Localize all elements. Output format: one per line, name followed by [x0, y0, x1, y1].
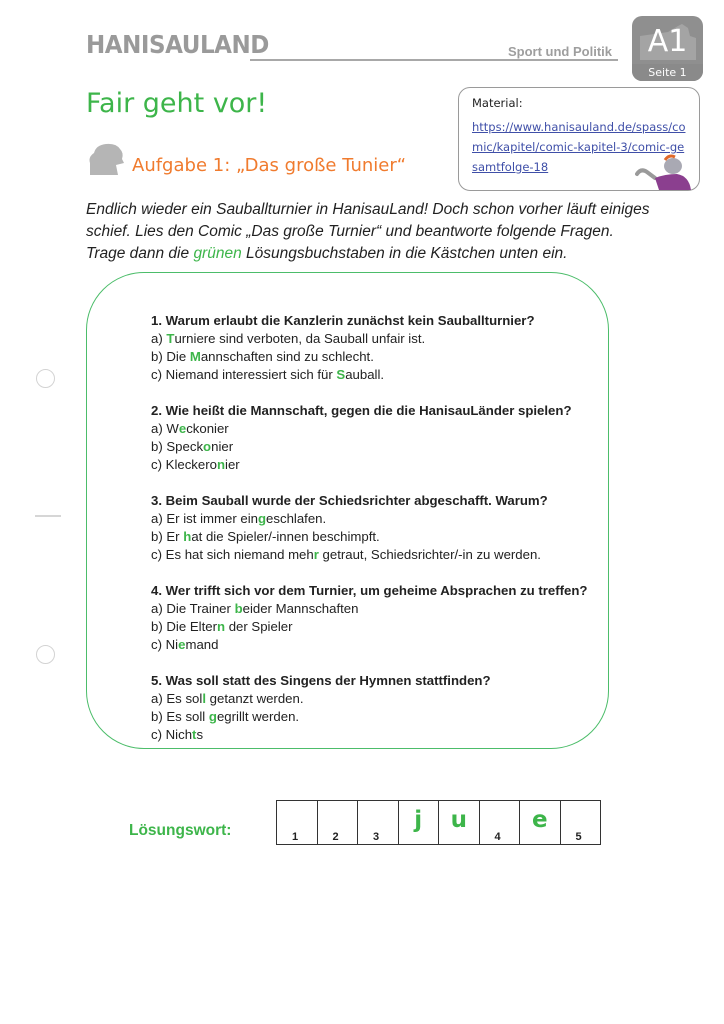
cell-number: 4 [494, 831, 501, 843]
answer-option [151, 690, 621, 708]
solution-letter: g [257, 511, 267, 526]
answer-text: a) Er ist immer ein [151, 511, 258, 526]
question-text: 4. Wer trifft sich vor dem Turnier, um geheime Absprachen zu treffen? [151, 583, 588, 598]
answer-option [151, 528, 621, 546]
solution-letter: h [183, 529, 192, 544]
answer-text: nier [211, 439, 234, 454]
page-label: Seite 1 [632, 64, 703, 81]
answer-option [151, 636, 621, 654]
answer-text: a) Die Trainer [151, 601, 235, 616]
solution-cell[interactable] [561, 801, 602, 844]
question-block [151, 312, 621, 384]
answer-text: b) Er [151, 529, 184, 544]
answer-text: urniere sind verboten, da Sauball unfair ist. [174, 331, 426, 346]
solution-cell[interactable] [277, 801, 318, 844]
answer-text: auball. [345, 367, 385, 382]
answer-text: c) Niemand interessiert sich für [151, 367, 337, 382]
answer-option [151, 546, 621, 564]
material-label: Material: [472, 96, 523, 110]
page-title: Fair geht vor! [86, 88, 268, 119]
cell-letter: u [450, 807, 467, 833]
answer-text: getraut, Schiedsrichter/-in zu werden. [318, 547, 541, 562]
solution-letter: M [189, 349, 201, 364]
solution-cell[interactable] [520, 801, 561, 844]
answer-option [151, 726, 621, 744]
question-text: 1. Warum erlaubt die Kanzlerin zunächst kein Sauballturnier? [151, 313, 535, 328]
answer-text: der Spieler [225, 619, 293, 634]
material-link[interactable]: https://www.hanisauland.de/spass/comic/kapitel/comic-kapitel-3/comic-gesamtfolge-18 [472, 120, 686, 174]
solution-letter: S [336, 367, 346, 382]
punch-hole-mark [36, 645, 55, 664]
cell-number: 3 [373, 831, 380, 843]
waving-pig-icon [635, 154, 693, 190]
solution-label: Lösungswort: [129, 822, 232, 839]
answer-text: ckonier [186, 421, 229, 436]
solution-letter: T [166, 331, 175, 346]
answer-text: a) [151, 331, 167, 346]
question-block [151, 582, 621, 654]
solution-cell[interactable] [358, 801, 399, 844]
answer-text: c) Ni [151, 637, 179, 652]
answer-text: annschaften sind zu schlecht. [200, 349, 374, 364]
answer-option [151, 456, 621, 474]
answer-text: a) W [151, 421, 179, 436]
solution-letter: n [216, 457, 226, 472]
answer-text: c) Es hat sich niemand meh [151, 547, 314, 562]
answer-option [151, 330, 621, 348]
solution-cell[interactable] [439, 801, 480, 844]
solution-letter: e [178, 421, 187, 436]
solution-grid [276, 800, 601, 845]
answer-text: b) Die Elter [151, 619, 217, 634]
cell-number: 2 [332, 831, 339, 843]
intro-text-end: Lösungsbuchstaben in die Kästchen unten ein. [241, 245, 568, 262]
answer-text: eschlafen. [266, 511, 327, 526]
level-badge [632, 16, 703, 81]
cell-letter: e [531, 807, 548, 833]
level-label: A1 [647, 24, 688, 59]
question-block [151, 492, 621, 564]
intro-text [86, 199, 656, 265]
cell-number: 1 [292, 831, 299, 843]
answer-option [151, 600, 621, 618]
answer-text: a) Es sol [151, 691, 203, 706]
cell-number: 5 [575, 831, 582, 843]
answer-text: eider Mannschaften [242, 601, 359, 616]
answer-text: c) Kleckero [151, 457, 217, 472]
task-title: Aufgabe 1: „Das große Tunier“ [132, 155, 407, 176]
question-block [151, 402, 621, 474]
solution-letter: l [202, 691, 206, 706]
answer-text: mand [185, 637, 219, 652]
intro-highlight: grünen [193, 245, 242, 262]
answer-option [151, 618, 621, 636]
question-list [151, 312, 621, 762]
answer-option [151, 348, 621, 366]
subject-label: Sport und Politik [508, 44, 612, 59]
answer-option [151, 366, 621, 384]
solution-letter: t [192, 727, 197, 742]
solution-letter: g [208, 709, 217, 724]
cell-letter: j [414, 807, 423, 833]
solution-letter: o [203, 439, 212, 454]
hanisauland-logo: HANISAULAND [86, 30, 269, 59]
answer-text: b) Es soll [151, 709, 209, 724]
solution-letter: n [216, 619, 226, 634]
question-block [151, 672, 621, 744]
answer-option [151, 510, 621, 528]
header-divider [250, 59, 618, 61]
solution-cell[interactable] [399, 801, 440, 844]
answer-option [151, 708, 621, 726]
answer-text: getanzt werden. [205, 691, 304, 706]
answer-text: egrillt werden. [216, 709, 300, 724]
solution-cell[interactable] [480, 801, 521, 844]
fold-mark [35, 515, 61, 517]
answer-text: s [196, 727, 204, 742]
solution-letter: b [234, 601, 243, 616]
answer-option [151, 420, 621, 438]
answer-text: b) Die [151, 349, 190, 364]
question-text: 5. Was soll statt des Singens der Hymnen stattfinden? [151, 673, 491, 688]
answer-text: at die Spieler/-innen beschimpft. [191, 529, 380, 544]
answer-text: b) Speck [151, 439, 204, 454]
intro-text-start: Endlich wieder ein Sauballturnier in HanisauLand! Doch schon vorher läuft einiges schief. Lies den Comic „Das große Turnier“ und beantworte folgende Fragen. Trage dann die [86, 201, 650, 262]
material-box [458, 87, 700, 191]
solution-letter: r [313, 547, 319, 562]
answer-text: c) Nich [151, 727, 193, 742]
answer-text: ier [225, 457, 240, 472]
character-head-icon [86, 141, 126, 175]
question-text: 3. Beim Sauball wurde der Schiedsrichter abgeschafft. Warum? [151, 493, 548, 508]
answer-option [151, 438, 621, 456]
punch-hole-mark [36, 369, 55, 388]
question-text: 2. Wie heißt die Mannschaft, gegen die die HanisauLänder spielen? [151, 403, 572, 418]
solution-letter: e [178, 637, 186, 652]
solution-cell[interactable] [318, 801, 359, 844]
